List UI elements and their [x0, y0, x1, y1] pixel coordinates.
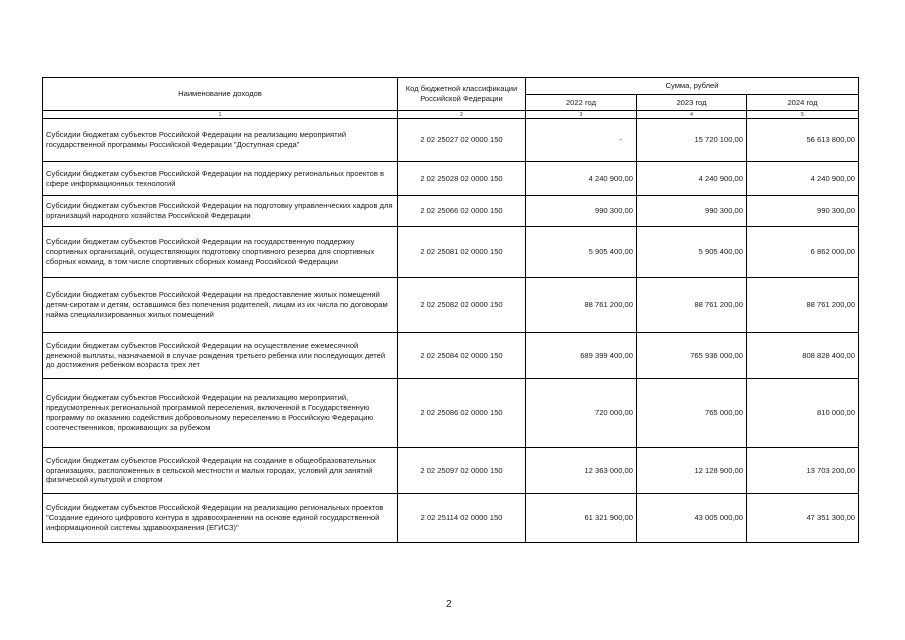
revenue-name-cell: Субсидии бюджетам субъектов Российской Федерации на реализацию мероприятий, предусмотренных региональной программой переселения, включенной в Государственную программу по оказанию содействия добровольному переселению в Российскую Федерацию соотечественников, проживающих за рубежом — [43, 379, 398, 448]
amount-2022-cell: - — [526, 119, 637, 162]
table-row — [43, 379, 859, 448]
table-continuation-gap — [0, 549, 905, 589]
amount-2024-cell: 810 000,00 — [747, 379, 859, 448]
table-row — [43, 227, 859, 278]
budget-code-cell: 2 02 25082 02 0000 150 — [398, 278, 526, 333]
amount-2024-cell: 990 300,00 — [747, 196, 859, 227]
header-year-2024: 2024 год — [747, 95, 859, 111]
budget-code-cell: 2 02 25081 02 0000 150 — [398, 227, 526, 278]
table-row — [43, 119, 859, 162]
budget-code-cell: 2 02 25114 02 0000 150 — [398, 494, 526, 543]
revenue-name-cell: Субсидии бюджетам субъектов Российской Федерации на государственную поддержку спортивных организаций, осуществляющих подготовку спортивного резерва для спортивных сборных команд, в том числе спортивных сборных команд Российской Федерации — [43, 227, 398, 278]
header-year-2022: 2022 год — [526, 95, 637, 111]
table-row — [43, 278, 859, 333]
amount-2024-cell: 88 761 200,00 — [747, 278, 859, 333]
budget-code-cell: 2 02 25028 02 0000 150 — [398, 162, 526, 196]
header-revenue-name: Наименование доходов — [43, 78, 398, 111]
amount-2022-cell: 88 761 200,00 — [526, 278, 637, 333]
budget-code-cell: 2 02 25066 02 0000 150 — [398, 196, 526, 227]
table-row — [43, 448, 859, 494]
column-number: 5 — [747, 111, 859, 119]
revenue-name-cell: Субсидии бюджетам субъектов Российской Федерации на реализацию мероприятий государственной программы Российской Федерации "Доступная среда" — [43, 119, 398, 162]
revenue-name-cell: Субсидии бюджетам субъектов Российской Федерации на создание в общеобразовательных организациях, расположенных в сельской местности и малых городах, условий для занятий физической культурой и спортом — [43, 448, 398, 494]
amount-2023-cell: 12 128 900,00 — [637, 448, 747, 494]
page-number: 2 — [446, 599, 452, 610]
revenue-name-cell: Субсидии бюджетам субъектов Российской Федерации на поддержку региональных проектов в сфере информационных технологий — [43, 162, 398, 196]
amount-2022-cell: 689 399 400,00 — [526, 333, 637, 379]
amount-2024-cell: 6 862 000,00 — [747, 227, 859, 278]
revenue-name-cell: Субсидии бюджетам субъектов Российской Федерации на предоставление жилых помещений детям-сиротам и детям, оставшимся без попечения родителей, лицам из их числа по договорам найма специализированных жилых помещений — [43, 278, 398, 333]
amount-2023-cell: 88 761 200,00 — [637, 278, 747, 333]
amount-2024-cell: 56 613 800,00 — [747, 119, 859, 162]
column-number: 3 — [526, 111, 637, 119]
revenue-name-cell: Субсидии бюджетам субъектов Российской Федерации на осуществление ежемесячной денежной выплаты, назначаемой в случае рождения третьего ребенка или последующих детей до достижения ребенком возраста трех лет — [43, 333, 398, 379]
amount-2023-cell: 43 005 000,00 — [637, 494, 747, 543]
amount-2024-cell: 47 351 300,00 — [747, 494, 859, 543]
amount-2022-cell: 61 321 900,00 — [526, 494, 637, 543]
column-number: 2 — [398, 111, 526, 119]
amount-2022-cell: 5 905 400,00 — [526, 227, 637, 278]
amount-2023-cell: 765 000,00 — [637, 379, 747, 448]
revenue-name-cell: Субсидии бюджетам субъектов Российской Федерации на подготовку управленческих кадров для организаций народного хозяйства Российской Федерации — [43, 196, 398, 227]
header-year-2023: 2023 год — [637, 95, 747, 111]
budget-code-cell: 2 02 25027 02 0000 150 — [398, 119, 526, 162]
column-number: 4 — [637, 111, 747, 119]
amount-2023-cell: 5 905 400,00 — [637, 227, 747, 278]
amount-2022-cell: 720 000,00 — [526, 379, 637, 448]
amount-2023-cell: 15 720 100,00 — [637, 119, 747, 162]
amount-2023-cell: 765 936 000,00 — [637, 333, 747, 379]
header-sum: Сумма, рублей — [526, 78, 859, 95]
budget-code-cell: 2 02 25097 02 0000 150 — [398, 448, 526, 494]
table-row — [43, 494, 859, 543]
amount-2022-cell: 4 240 900,00 — [526, 162, 637, 196]
budget-code-cell: 2 02 25086 02 0000 150 — [398, 379, 526, 448]
amount-2024-cell: 13 703 200,00 — [747, 448, 859, 494]
revenue-table — [42, 77, 859, 543]
amount-2024-cell: 4 240 900,00 — [747, 162, 859, 196]
amount-2022-cell: 990 300,00 — [526, 196, 637, 227]
table-row — [43, 333, 859, 379]
amount-2023-cell: 4 240 900,00 — [637, 162, 747, 196]
table-row — [43, 162, 859, 196]
column-number: 1 — [43, 111, 398, 119]
table-row — [43, 196, 859, 227]
amount-2023-cell: 990 300,00 — [637, 196, 747, 227]
amount-2024-cell: 808 828 400,00 — [747, 333, 859, 379]
revenue-name-cell: Субсидии бюджетам субъектов Российской Федерации на реализацию региональных проектов "Создание единого цифрового контура в здравоохранении на основе единой государственной информационной системы здравоохранения (ЕГИСЗ)" — [43, 494, 398, 543]
header-budget-code: Код бюджетной классификации Российской Федерации — [398, 78, 526, 111]
budget-code-cell: 2 02 25084 02 0000 150 — [398, 333, 526, 379]
amount-2022-cell: 12 363 000,00 — [526, 448, 637, 494]
